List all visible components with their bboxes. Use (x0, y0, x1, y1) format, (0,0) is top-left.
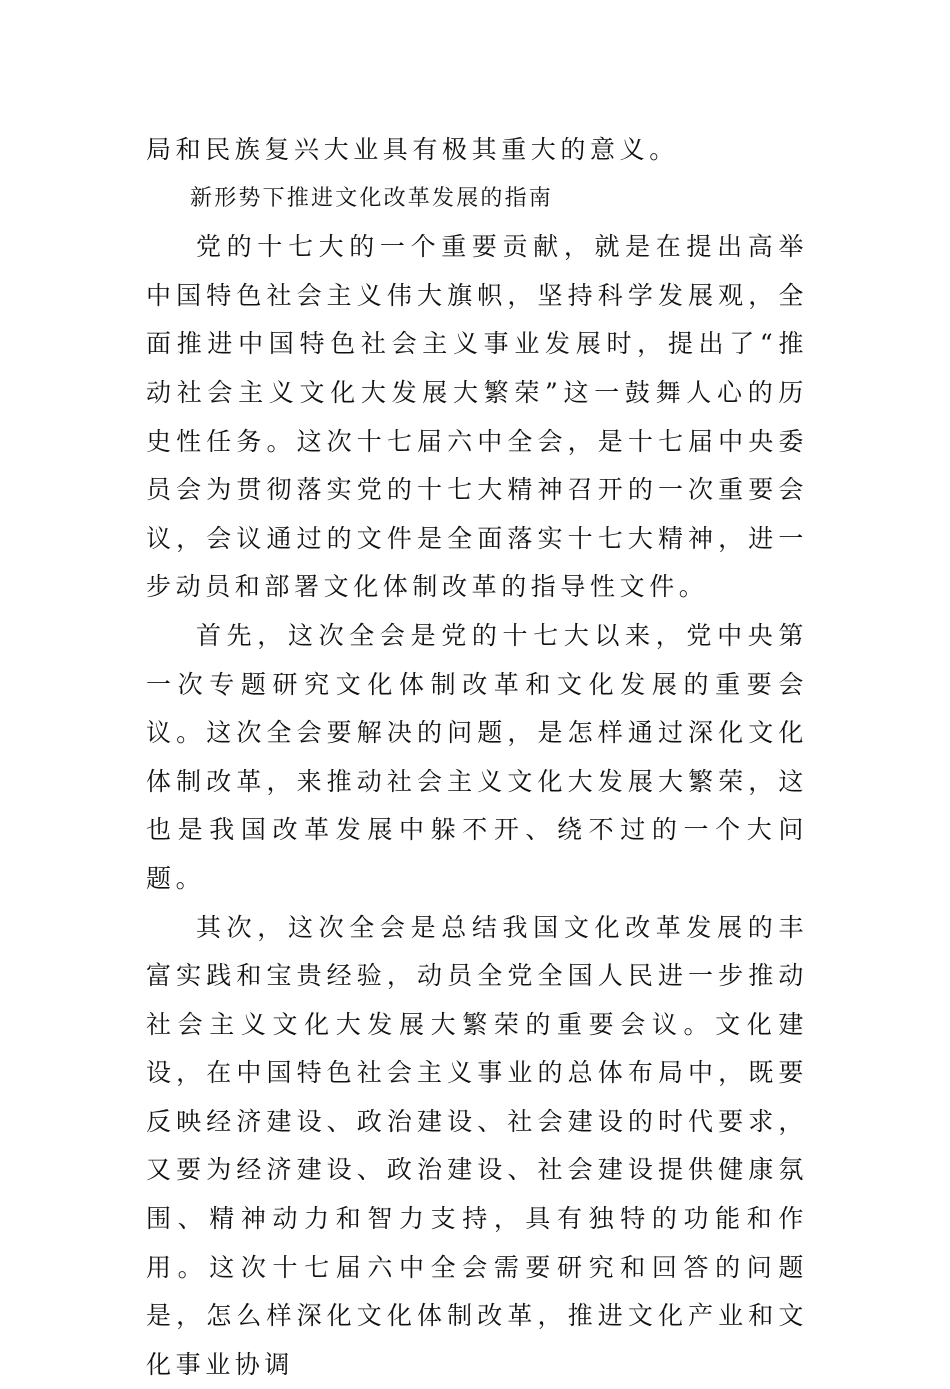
paragraph-2: 首先，这次全会是党的十七大以来，党中央第一次专题研究文化体制改革和文化发展的重要会议。这次全会要解决的问题，是怎样通过深化文化体制改革，来推动社会主义文化大发展大繁荣，这也是我国改革发展中躲不开、绕不过的一个大问题。 (146, 612, 808, 904)
paragraph-1: 党的十七大的一个重要贡献，就是在提出高举中国特色社会主义伟大旗帜，坚持科学发展观，全面推进中国特色社会主义事业发展时，提出了“推动社会主义文化大发展大繁荣”这一鼓舞人心的历史性任务。这次十七届六中全会，是十七届中央委员会为贯彻落实党的十七大精神召开的一次重要会议，会议通过的文件是全面落实十七大精神，进一步动员和部署文化体制改革的指导性文件。 (146, 223, 808, 612)
section-heading: 新形势下推进文化改革发展的指南 (146, 175, 808, 224)
paragraph-continuation: 局和民族复兴大业具有极其重大的意义。 (146, 126, 808, 175)
document-body (146, 126, 808, 1389)
paragraph-3: 其次，这次全会是总结我国文化改革发展的丰富实践和宝贵经验，动员全党全国人民进一步推动社会主义文化大发展大繁荣的重要会议。文化建设，在中国特色社会主义事业的总体布局中，既要反映经济建设、政治建设、社会建设的时代要求，又要为经济建设、政治建设、社会建设提供健康氛围、精神动力和智力支持，具有独特的功能和作用。这次十七届六中全会需要研究和回答的问题是，怎么样深化文化体制改革，推进文化产业和文化事业协调 (146, 904, 808, 1389)
